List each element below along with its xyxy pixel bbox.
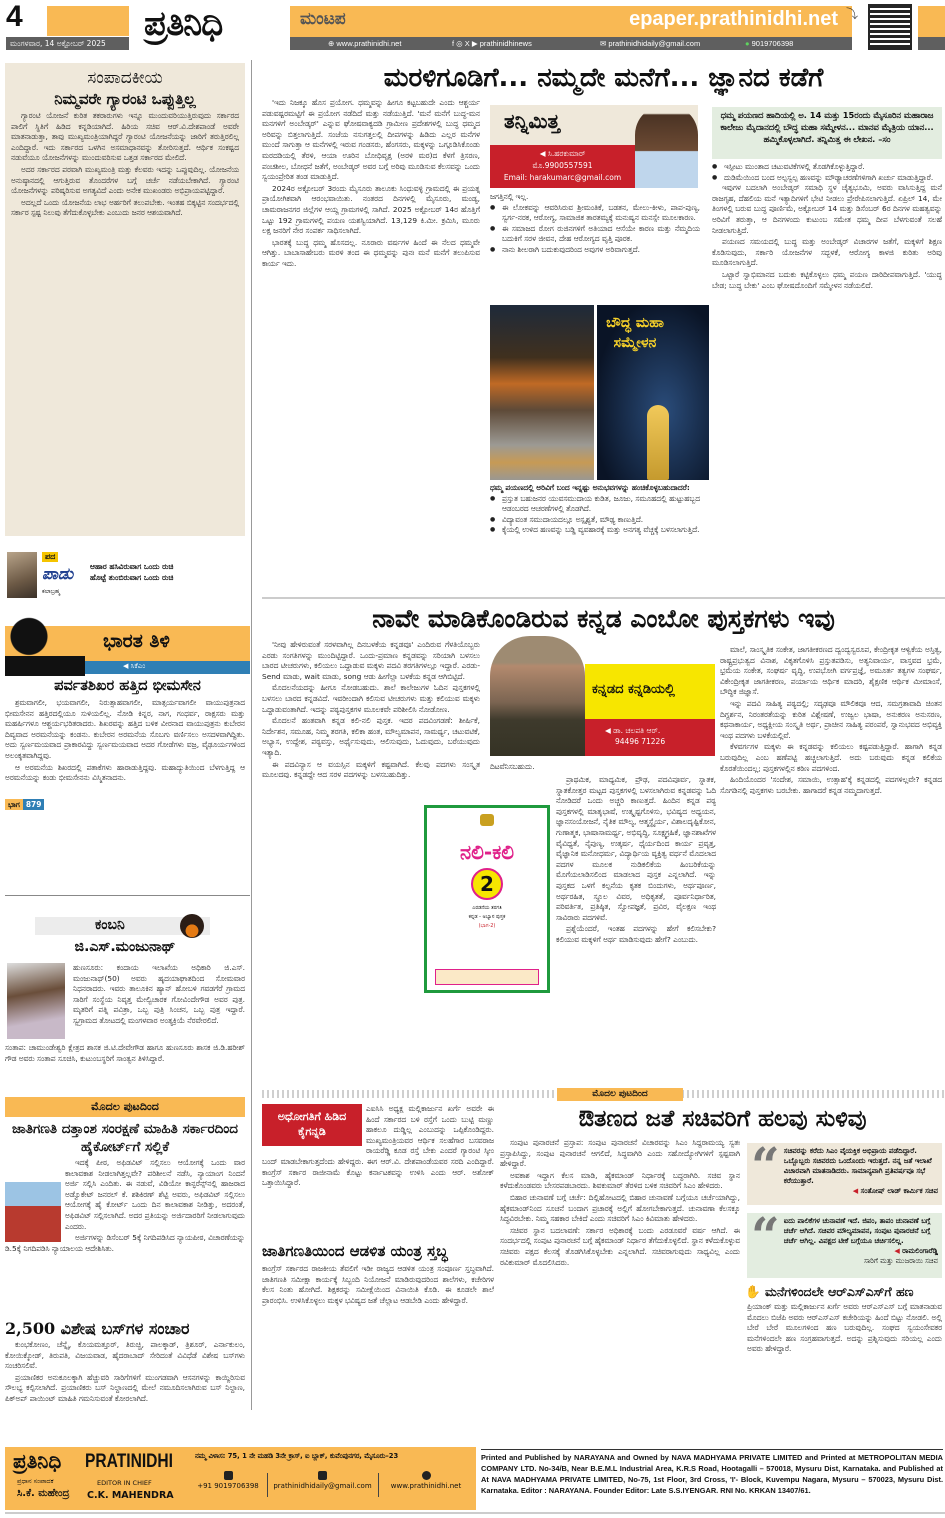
phone-icon [224,1471,233,1480]
chariot-silhouette-icon [5,610,85,676]
column-title: ತನ್ನಿಮಿತ್ತ [504,109,560,133]
pada-line-2: ಹೊಟ್ಟೆ ತುಂಬಿರುವಾಗ ಒಂದು ರುಚಿ [90,573,174,582]
brand-en: PRATINIDHI [85,1451,173,1472]
lamp-icon [180,914,204,938]
mail-icon: ✉ [600,39,609,48]
book-number: 2 [471,868,503,900]
editorial [5,63,245,536]
continued-banner: ಮೊದಲ ಪುಟದಿಂದ [5,1097,245,1117]
date: ಮಂಗಳವಾರ, 14 ಅಕ್ಟೋಬರ್ 2025 [10,39,106,48]
hand-icon: ✋ [745,1284,761,1299]
date-bar [6,37,129,50]
author-email[interactable]: Email: harakumarc@gmail.com [503,173,622,182]
corner-band [918,6,945,37]
author-name: ◀ ಡಾ. ಚಲಪತಿ ಆರ್. [605,726,661,735]
front-right-headline: ಔತಣದ ಜತೆ ಸಚಿವರಿಗೆ ಹಲವು ಸುಳಿವು [578,1106,867,1132]
front-left-body: ಇದಕ್ಕೆ ಪೀಠ, ಅಫಿಡವಿಟ್ ಸಲ್ಲಿಸಲು ಆಯೋಗಕ್ಕೆ ಒಂದು ವಾರ ಕಾಲಾವಕಾಶ ನೀಡಲಾಗಿತ್ತಲ್ಲವೇ? ಪರಿಶೀಲನೆ ನಡೆಸಿ, ನ್ಯಾಯಾಂಗ ನಿಂದನೆ ಅರ್ಜಿ ಸಲ್ಲಿಸಿ ಎಂದಿತು. ಈ ನಡುವೆ, ವಿಡಿಯೋ ಕಾನ್ಫರೆನ್ಸ್‌ನಲ್ಲಿ ಹಾಜರಾದ ಅಡ್ವೊಕೇಟ್ ಜನರಲ್ ಕೆ. ಶಶಿಕಿರಣ್ ಶೆಟ್ಟಿ ಅವರು, ಅಫಿಡವಿಟ್ ಸಲ್ಲಿಸಲು ಆಯೋಗಕ್ಕೆ ಹೈ ಕೋರ್ಟ್ ಒಂದು ದಿನ ಕಾಲಾವಕಾಶ ನೀಡಿತ್ತು, ಅದರಂತೆ, ಅಫಿಡವಿಟ್ ಸಲ್ಲಿಸಲಾಗಿದೆ. ಅದರ ಪ್ರತಿಯನ್ನು ಅರ್ಜಿದಾರರಿಗೆ ನೀಡಲಾಗುವುದು ಎಂದರು. ಅರ್ಜಿಗಳನ್ನು ಡಿಸೆಂಬರ್ 5ಕ್ಕೆ ನಿಗದಿಪಡಿಸಿದ ನ್ಯಾಯಪೀಠ, ವಿಚಾರಣೆಯನ್ನು ಡಿ.5ಕ್ಕೆ ನಿಗದಿಪಡಿಸಿ ನ್ಯಾಯಾಲಯ ಆದೇಶಿಸಿತು. [5,1158,245,1253]
obituary-title-bar [35,917,210,935]
lead-col-2a: ಜಗತ್ತಿನಲ್ಲಿ ಇಲ್ಲ. ● ಈ ಲೋಕವನ್ನು ಆವರಿಸಿರುವ ಶ್ರೀಮಂತಿಕೆ, ಬಡತನ, ಮೇಲು-ಕೀಳು, ಪಾಪ-ಪುಣ್ಯ, ಸ್ವರ್ಗ-ನರಕ, ಆರೋಗ್ಯ, ಸಾಮಾಜಿಕ ತಾರತಮ್ಯಕ್ಕೆ ಮನುಷ್ಯನ ಮನಸ್ಸೇ ಮೂಲಕಾರಣ. ● ಈ ಸಮಾಜದ ರೋಗ ರುಜಿನಗಳಿಗೆ ಅತಿಯಾದ ಆಸೆಯೇ ಕಾರಣ ಮತ್ತು ನೆಮ್ಮದಿಯ ಬದುಕಿಗೆ ಸರಳ ಜೀವನ, ದೇಹ ಆರೋಗ್ಯದ ವೃತ್ತಿ ಪೂರಕ. ● ನಾನು ಶೀಲರಾಗಿ ಬದುಕುವುದರಿಂದ ಅವುಗಳ ಅರಿವಾಗುತ್ತದೆ. [490,192,700,302]
author-band [490,145,635,188]
lead-col-3: ● ಇಸ್ಪೀಟು ಮುಂತಾದ ಚಟುವಟಿಕೆಗಳಲ್ಲಿ ತೊಡಗಿಕೊಳ್ಳುತ್ತಿದ್ದಾರೆ. ● ದುಡಿಮೆಯಿಂದ ಬಂದ ಅಲ್ಪಸ್ವಲ್ಪ ಹಣವನ್ನು ಮೌಢ್ಯಾಚರಣೆಗಳಿಗಾಗಿ ಖರ್ಚು ಮಾಡುತ್ತಿದ್ದಾರೆ. ಇವುಗಳ ಬದಲಾಗಿ ಅಂಬೇಡ್ಕರ್ ಸಮಾಧಿ ಸ್ಥಳ ಚೈತ್ಯಭೂಮಿ, ಅವರು ವಾಸಿಸುತ್ತಿದ್ದ ಮನೆ ರಾಜಗೃಹ, ದೆಹಲಿಯ ಮನೆ ಇತ್ಯಾದಿಗಳಿಗೆ ಭೇಟಿ ನೀಡಲು ಪ್ರೇರೇಪಿಸಲಾಗುತ್ತಿದೆ. ಏಪ್ರಿಲ್ 14, ಮೇ ತಿಂಗಳಲ್ಲಿ ಬರುವ ಬುದ್ಧ ಪೂರ್ಣಿಮೆ, ಅಕ್ಟೋಬರ್ 14 ಮತ್ತು ಡಿಸೆಂಬರ್ 6ರ ದಿನಗಳ ಮಹತ್ವವನ್ನು ಅರಿವಿಗೆ ತರುತ್ತಾ, ಆ ದಿನಗಳಂದು ಕುಟುಂಬ ಸಮೇತ ಧಮ್ಮ ದೀಪ ಬೆಳಗುವಂತೆ ಸಲಹೆ ನೀಡಲಾಗುತ್ತಿದೆ. ಪಯಣದ ಸಮಯದಲ್ಲಿ ಬುದ್ಧ ಮತ್ತು ಅಂಬೇಡ್ಕರ್ ವಿಚಾರಗಳ ಜತೆಗೆ, ಮಕ್ಕಳಿಗೆ ಶಿಕ್ಷಣ ಕೊಡಿಸುವುದು, ಸರ್ಕಾರಿ ಯೋಜನೆಗಳ ಸದ್ಬಳಕೆ, ಆರೋಗ್ಯ ಕಾಳಜಿ ಕುರಿತು ಅರಿವು ಮೂಡಿಸಲಾಗುತ್ತಿದೆ. ಒಟ್ಟಾರೆ ಸ್ವಾಭಿಮಾನದ ಬದುಕು ಕಟ್ಟಿಕೊಳ್ಳಲು ಧಮ್ಮ ಪಯಣ ದಾರಿದೀಪವಾಗುತ್ತಿದೆ. 'ಯುದ್ಧ ಬೇಡ; ಬುದ್ಧ ಬೇಕು' ಎಂಬ ಘೋಷದೊಂದಿಗೆ ಸಮ್ಮೇಳನ ನಡೆಯಲಿದೆ. [712,162,942,592]
book-sub: ಕನ್ನಡ - ಅಭ್ಯಾಸ ಪುಸ್ತಕ [468,914,506,920]
columnist-photo [490,636,585,756]
whatsapp-icon: ● [745,39,752,48]
phone-number[interactable]: ● 9019706398 [745,39,794,48]
intro-box: ಧಮ್ಮ ಪಯಣದ ಹಾದಿಯಲ್ಲಿ ಅ. 14 ಮತ್ತು 15ರಂದು ಮೈಸೂರಿನ ಮಹಾರಾಜ ಕಾಲೇಜು ಮೈದಾನದಲ್ಲಿ ಬೌದ್ಧ ಮಹಾ ಸಮ್ಮೇಳನ... ಮಾನವ ಮೈತ್ರಿಯ ಯಾನ... ಹಮ್ಮಿಕೊಳ್ಳಲಾಗಿದೆ. ತನ್ನಿಮಿತ್ತ ಈ ಲೇಖನ. –ಸಂ [712,107,942,159]
bus-headline: 2,500 ವಿಶೇಷ ಬಸ್‌ಗಳ ಸಂಚಾರ [5,1319,190,1338]
book-part: (ಭಾಗ-2) [478,923,496,929]
kannada-col-2: ಪ್ರಾಥಮಿಕ, ಮಾಧ್ಯಮಿಕ, ಪ್ರೌಢ, ಪದವಿಪೂರ್ವ, ಸ್ನಾತಕ, ಸ್ನಾತಕೋತ್ತರ ಮಟ್ಟದ ಪುಸ್ತಕಗಳಲ್ಲಿ ಬಳಸಲಾಗಿರುವ ಕನ್ನಡವನ್ನು ಓದಿ ನೋಡಿದರೆ ಒಂದು ಅಚ್ಚರಿ ಕಾಣುತ್ತದೆ. ಹಿಂದಿನ ಕನ್ನಡ ಪಠ್ಯ ಪುಸ್ತಕಗಳಲ್ಲಿ ಮಾತೃಭಾಷೆ, ಉತ್ಕೃಷ್ಟಗೊಳಿಸು, ಭವಿಷ್ಯದ ಅಧ್ಯಯನ, ಜ್ಞಾನಸಂಯೋಜನೆ, ನೈತಿಕ ಮೌಲ್ಯ, ಆತ್ಮಸ್ಥೈರ್ಯ, ವಿಶಾಲದೃಷ್ಟಿಕೋನ, ಗುಣಾತ್ಮಕ, ಭಾಷಾಸಾಮರ್ಥ್ಯ, ಅಭಿವೃದ್ಧಿ, ಸೂಕ್ಷ್ಮಗ್ರಹಿಕೆ, ಜ್ಞಾನಶಾಖೆಗಳ ವೈವಿಧ್ಯತೆ, ನೈಪುಣ್ಯ, ಉತ್ಕರ್ಷ, ಧೈರ್ಯದಿಂದ ಕಾರ್ಯ ಪ್ರವೃತ್ತ, ವೈಜ್ಞಾನಿಕ ಮನೋಧರ್ಮ, ವಿದ್ಯಾರ್ಥಿಯ ವ್ಯಕ್ತಿತ್ವ ವರ್ಧನೆ ಮೊದಲಾದ ಪದಗಳ ಮೂಲಕ ನುಡಿಕಲಿಕೆಯ ಹಿಂಬರಿಕೆಯನ್ನು ಮೊಗೆಯಲಾಡಿಸಲಿಂದ ಮಾಡಲಾದ ಪುಸ್ತಕ ಎನ್ನಲಾಗಿದೆ. ಇನ್ನು ಪುಸ್ತಕದ ಒಳಗೆ ಕಲ್ಪನೆಯ ಕೃತಕ ಬಿಂದುಗಳು, ಅರ್ಥಪೂರ್ಣ, ಅರ್ಥರಹಿತ, ಸ್ಥೂಲ ವಿವರ, ಅಧಿಕೃತತೆ, ಪೂರ್ವನಿರ್ಧಾರಿತ, ಪರಿವರ್ತಿತ, ಪ್ರತಿಷ್ಠಿತ, ಸ್ವೋಪಜ್ಞತೆ, ಪ್ರವಿರ, ವೈಲಕ್ಷಣ ಇಂಥ ಸಾವಿರಾರು ಪದಗಳಿವೆ. ಪ್ರಶ್ನೆಯೆಂದರೆ, ಇಂತಹ ಪದಗಳನ್ನು ಹೇಗೆ ಕಲಿಸಬೇಕು? ಕಲಿಯುವ ಮಕ್ಕಳಿಗೆ ಅರ್ಥ ಮಾಡಿಸುವುದು ಹೇಗೆ? ಎಂಬುದು. [556,775,716,944]
divider [5,895,250,896]
author-photo [7,552,37,598]
footer-web[interactable]: www.prathinidhi.net [381,1471,471,1490]
part-badge: ಭಾಗ 879 [5,800,44,810]
logo: ಪ್ರತಿನಿಧಿ [144,4,223,44]
bharata-title: ಭಾರತ ತಿಳಿ [103,630,170,652]
continued-banner-right: ಮೊದಲ ಪುಟದಿಂದ [557,1088,683,1101]
kannada-col-1: 'ನೀವು ಹೇಳಿರುವಂತೆ ಸರಳವಾಗಿಲ್ಲ ದಿನಬಳಕೆಯ ಕನ್ನಡವೂ' ಎಂದಿರುವ ಗೆಳತಿಯೊಬ್ಬರು ಎರಡು ಸಂಗತಿಗಳನ್ನು ಮುಂದಿಟ್ಟಿದ್ದಾರೆ. ಒಂದು-ಪ್ರಮಾಣ ಕನ್ನಡವನ್ನು ಸರಿಯಾಗಿ ಬಳಸಲು ಬಾರದ ಟೀಚರುಗಳು, ಕಲಿಯಲು ಒದ್ದಾಡುವ ಮಕ್ಕಳು ಪದವಿ ತರಗತಿಗಳಲ್ಲೂ ಇದ್ದಾರೆ. ಎರಡು-Send ಮಾಡು, wait ಮಾಡು, song ಆಡು ಹೀಗೆಲ್ಲಾ ಬಳಕೆಯ ಕನ್ನಡ ಆಗಿಬಿಟ್ಟಿದೆ. ಮೊದಲನೆಯದನ್ನು ಹೀಗೂ ನೋಡಬಹುದು. ಶಾಲೆ ಕಾಲೇಜುಗಳ ಓದಿನ ಪುಸ್ತಕಗಳಲ್ಲಿ ಬಳಸಲು ಬಾರದ ಕನ್ನಡವಿದೆ. ಇವರೀಂದಾಗಿ ಕಲಿಸುವ ಟೀಚರುಗಳು ಮತ್ತು ಕಲಿಯುವ ಮಕ್ಕಳು ಒದ್ದಾಡುವಂತಾಗಿದೆ. ಇದನ್ನು ಪಠ್ಯಪುಸ್ತಕಗಳ ಮೂಲಕವೇ ಪರಿಶೀಲಿಸಿ ನೋಡೋಣ. ಮೊದಲನೆ ಹಂತವಾಗಿ ಕನ್ನಡ ಕಲಿ-ನಲಿ ಪುಸ್ತಕ. ಇದರ ಪದವಿಂಗಡಣೆ: ಶೀರ್ಷಿಕೆ, ನಿರ್ದೇಶನ, ಸಮೂಹ, ನಿಮ್ಮ ತರಗತಿ, ಕಲಿಕಾ ಹಂತ, ಮೌಲ್ಯಮಾಪನ, ಸಾಮರ್ಥ್ಯ, ಚಟುವಟಿಕೆ, ಅಭ್ಯಾಸ, ಉದ್ದೇಶ, ಪಠ್ಯವಸ್ತು, ಅರ್ಥೈಸುವುದು, ಆಲಿಸುವುದು, ಓದುವುದು, ಬರೆಯುವುದು ಇತ್ಯಾದಿ. ಈ ಪದವಿನ್ಯಾಸ ಆ ವಯಸ್ಸಿನ ಮಕ್ಕಳಿಗೆ ಕಷ್ಟವಾಗಿದೆ. ಕೆಲವು ಪದಗಳು ಸಂಸ್ಕೃತ ಮೂಲದವು. ಕನ್ನಡದ್ದೇ ಆದ ಸರಳ ಪದಗಳನ್ನು ಬಳಸಬಹುದಿತ್ತು. [262,640,480,780]
columnist-box [490,636,715,756]
contact-bar [290,37,852,50]
footer-logo: ಪ್ರತಿನಿಧಿ [13,1449,62,1473]
bottom-rule [5,1512,945,1514]
imprint-accent [470,1447,476,1510]
globe-icon [422,1471,431,1480]
lead-headline: ಮರಳಿಗೂಡಿಗೆ... ನಮ್ಮದೇ ಮನೆಗೆ... ಜ್ಞಾನದ ಕಡೆಗೆ [383,63,824,93]
quote-role: ಸಾರಿಗೆ ಮತ್ತು ಮುಜರಾಯಿ ಸಚಿವ [863,1257,938,1265]
pada-line-1: ಆಹಾರ ಹಸಿವಿರುವಾಗ ಒಂದು ರುಚಿ [90,562,174,571]
page-number: 4 [6,0,23,33]
footer-divider [267,1473,268,1497]
social-icons: f ◎ X ▶ [452,39,480,48]
editorial-body: ಗ್ಯಾರಂಟಿ ಯೋಜನೆ ಕುರಿತ ತಕರಾರುಗಳು ಇನ್ನೂ ಮುಂದುವರಿಯುತ್ತಿರುವುದು ಸರ್ಕಾರದ ಪಾಲಿಗೆ ಸ್ಥಿತಿಗೆ ಹಿಡಿದ ಕನ್ನಡಿಯಾಗಿದೆ. ಹಿರಿಯ ಸಚಿವ ಆರ್.ವಿ.ದೇಶಪಾಂಡೆ ಅವರೇ ಮಾತನಾಡುತ್ತಾ, ತಾವು ಮುಖ್ಯಮಂತ್ರಿಯಾಗಿದ್ದರೆ ಗ್ಯಾರಂಟಿ ಯೋಜನೆಯನ್ನು ಜಾರಿಗೆ ತರುತ್ತಿರಲಿಲ್ಲ ಎಂದಿದ್ದಾರೆ. ಇದು ಸರ್ಕಾರದ ಒಳಗಿನ ಅಸಮಾಧಾನವನ್ನು ತೋರಿಸುತ್ತದೆ. ಆರ್ಥಿಕ ಸಂಕಷ್ಟದ ನಡುವೆಯೂ ಯೋಜನೆಗಳನ್ನು ಮುಂದುವರಿಸುವ ಒತ್ತಡ ಸರ್ಕಾರದ ಮೇಲಿದೆ. ಅದರ ಸರ್ಕಾರದ ಪರವಾಗಿ ಮುಖ್ಯಮಂತ್ರಿ ಮತ್ತು ಕೆಲವರು ಇದನ್ನು ಒಪ್ಪುವುದಿಲ್ಲ. ಯೋಜನೆಯ ಅನುಷ್ಠಾನದಲ್ಲಿ ಆಗುತ್ತಿರುವ ತೊಂದರೆಗಳ ಬಗ್ಗೆ ಚರ್ಚೆ ನಡೆಯಬೇಕಾಗಿದೆ. ಗ್ಯಾರಂಟಿ ಯೋಜನೆಗಳನ್ನು ಪರಿಷ್ಕರಿಸುವ ಅಗತ್ಯವಿದೆ ಎಂದು ಅನೇಕ ಮುಖಂಡರು ಅಭಿಪ್ರಾಯಪಟ್ಟಿದ್ದಾರೆ. ಅದಲ್ಲದೆ ಒಂದು ಯೋಜನೆಯ ಲಾಭ ಅರ್ಹರಿಗೆ ತಲುಪಬೇಕು. ಇಂತಹ ಬಿಕ್ಕಟ್ಟಿನ ಸಂದರ್ಭದಲ್ಲಿ ಸರ್ಕಾರ ಸ್ಪಷ್ಟ ನಿಲುವು ತೆಗೆದುಕೊಳ್ಳಬೇಕು ಎಂಬುದು ಜನರ ಆಶಯವಾಗಿದೆ. [11,111,239,218]
column-divider [251,60,252,1410]
cartoon-box: ಅಧೋಗತಿಗೆ ಹಿಡಿದ ಕೈಗನ್ನಡಿ [262,1104,362,1146]
author-name: ◀ ಸಿ.ಹರಕುಮಾರ್ [539,149,586,158]
footer-band [5,1447,473,1510]
author-phone: ಮೊ.9900557591 [532,161,593,170]
book-footer [435,969,539,985]
quote-box-2: “ ಐದು ಪಾಲಿಕೆಗಳ ಚುನಾವಣೆ ಇದೆ. ಜಿಪಂ, ತಾಪಂ ಚುನಾವಣೆ ಬಗ್ಗೆ ಚರ್ಚೆ ಆಗಿದೆ. ಸಚಿವರ ಮೌಲ್ಯಮಾಪನ, ಸಂಪುಟ ಪುನಾರಚನೆ ಬಗ್ಗೆ ಚರ್ಚೆ ಆಗಿಲ್ಲ. ವಿಪಕ್ಷದ ಟೀಕೆ ಬಗ್ಗೆಯೂ ಚರ್ಚಿಸಲಿಲ್ಲ. ◀ ರಾಮಲಿಂಗಾರೆಡ್ಡಿ ಸಾರಿಗೆ ಮತ್ತು ಮುಜರಾಯಿ ಸಚಿವ [747,1213,942,1278]
social-handle[interactable]: f ◎ X ▶ prathinidhinews [452,39,532,48]
editorial-kicker: ಸಂಪಾದಕೀಯ [87,68,163,88]
imprint: Printed and Published by NARAYANA and Owned by NAVA MADHYAMA PRIVATE LIMITED and Printed at METROPOLITAN MEDIA COMPANY LTD. No-34/B, Near B.E.M.L Industrial Area, K.R.S Road, Hootagalli – 570018, Mysuru Dist, Karnataka. and Published at At NAVA MADHYAMA PRIVATE LIMITED, No-75, 1st Floor, 3rd Cross, 'I'- Block, Kuvempu Nagara, Mysuru – 570023, Mysuru Dist. Karnataka. Editor : NARAYANA. Founder Editor: Late S.S.IYENGAR. RNI No. KRKAN 13407/61. [481,1449,943,1509]
tannimitta-box [490,105,698,188]
quote-author: ◀ ರಾಮಲಿಂಗಾರೆಡ್ಡಿ [894,1247,938,1255]
pada-column [5,550,245,600]
email-link[interactable]: ✉ prathinidhidaily@gmail.com [600,39,701,48]
pada-author: ಕಲಾಬ್ರಹ್ಮ [42,588,61,595]
kannada-col-3: ಮಾಲೆ, ಸಾಂಸ್ಕೃತಿಕ ಸಂಕೇತ, ಜಾಗತೀಕರಣದ ದ್ವಂದ್ವಸ್ವರೂಪ, ಕೇಂದ್ರೀಕೃತ ಆಳ್ವಿಕೆಯ ಅಸ್ತಿತ್ವ, ರಾಷ್ಟ್ರಪ್ರಭುತ್ವದ ವಿನಾಶ, ವಿಕೃತಗೊಳಿಸಿ ಪ್ರಸ್ತುತಪಡಿಸು, ಅತ್ಯನಿವಾರ್ಯ, ವಾಸ್ತವದ ಭ್ರಮೆ, ಭ್ರಮೆಯ ಸಂಕೇತ, ಸಂಘರ್ಷ ವೃದ್ಧಿ, ಉಪಭೋಗಿ ವರ್ಗಪ್ರಜ್ಞೆ, ಅಮೂರ್ತ ತತ್ವಗಳ ಸಂಘರ್ಷ, ವಿಕೇಂದ್ರೀಕೃತ ಜಾಗತೀಕರಣ, ಪರ್ಯಾಯ ಆರ್ಥಿಕ ಮಾದರಿ, ಶೈಕ್ಷಣಿಕ ಆರ್ಥಿಕ ಮೀಮಾಂಸೆ, ಬೌದ್ಧಿಕ ಜಿಜ್ಞಾಸೆ. ಇನ್ನು ಪದವಿ ಸಾಹಿತ್ಯ ಪಠ್ಯದಲ್ಲಿ; ಸದೃಢವೂ ಮೌಲಿಕವೂ ಆದ, ಸಮಗ್ರತಾವಾದಿ ಚಿಂತನ ದಿಗ್ದರ್ಶನ, ನಿರಂತರತೆಯನ್ನು ಕುರಿತ ವಿಶ್ಲೇಷಣೆ, ಉಜ್ವಲ ಭಾಷಾ, ಅನುಕರಣ ಅನುಸರಣ, ಕಥನಾಕಾರ್ಯ, ಅಧ್ಯಕ್ಷೀಯ ಸಂಸ್ಕೃತಿ ಅರ್ಥ, ಪ್ರಾಚೀನ ಸಾಹಿತ್ಯ ಪರಂಪರೆ, ಸ್ವಾನುಭವದ ಅಭಿವ್ಯಕ್ತಿ ಇಂಥ ಪದಗಳು ಬಳಕೆಯಲ್ಲಿವೆ. ಕೆಳವರ್ಗಗಳ ಮಕ್ಕಳು ಈ ಕನ್ನಡವನ್ನು ಕಲಿಯಲು ಕಷ್ಟಪಡುತ್ತಿದ್ದಾರೆ. ಹಾಗಾಗಿ ಕನ್ನಡ ಬರುವುದಿಲ್ಲ ಎಂಬ ಹಣೆಪಟ್ಟಿ ಹಚ್ಚಲಾಗುತ್ತಿದೆ. ಅದು ಬರುವುದು ಕನ್ನಡ ಕಲಿಕೆಯ ಕೊರತೆಯಿಂದಲ್ಲ; ಪುಸ್ತಕಗಳಲ್ಲಿನ ಕಠಿಣ ಪದಗಳಿಂದ. ಹಿಂದಿಯೊಂದರ 'ಸಂದೇಶ, ಸಮಾಯಿ, ಉತ್ಸಾಹ'ಕ್ಕೆ ಕನ್ನಡದಲ್ಲಿ ಪದಗಳಿಲ್ಲವೇ? ಕನ್ನಡದ ಸೊಗಡಿನಲ್ಲಿ ಪುಸ್ತಕಗಳು ಬರಬೇಕು. ಹಾಗಾದರೆ ಕನ್ನಡ ನಮ್ಮದಾಗುತ್ತದೆ. [720,645,942,795]
globe-icon: ⊕ [328,39,337,48]
high-court-photo [5,1182,61,1242]
divider [262,597,945,599]
caste-census-body: ಕಾಂಗ್ರೆಸ್ ಸರ್ಕಾರದ ರಾಜಕೀಯ ತೆವಲಿಗೆ ಇಡೀ ರಾಜ್ಯದ ಆಡಳಿತ ಯಂತ್ರ ಸಂಪೂರ್ಣ ಸ್ತಬ್ಧವಾಗಿದೆ. ಜಾತಿಗಣತಿ ಸಮೀಕ್ಷಾ ಕಾರ್ಯಕ್ಕೆ ಸಿಬ್ಬಂದಿ ನಿಯೋಜನೆ ಮಾಡಿರುವುದರಿಂದ ಶಾಲೆಗಳು, ಕಚೇರಿಗಳ ಕೆಲಸ ನಿಂತು ಹೋಗಿದೆ. ಶಿಕ್ಷಕರನ್ನು ಸಮೀಕ್ಷೆಯಿಂದ ವಿನಾಯಿತಿ ಕೊಡಿ. ಈ ಕೂಡಲೇ ಶಾಲೆ ಪ್ರಾರಂಭಿಸಿ. ಉಳಿಸಿಕೊಳ್ಳಲು ಮಕ್ಕಳ ಭವಿಷ್ಯದ ಜತೆ ಚೆಲ್ಲಾಟ ಆಡಬೇಡಿ ಎಂದು ಹೇಳಿದ್ದಾರೆ. [262,1264,494,1305]
footer-phone[interactable]: +91 9019706398 [193,1471,263,1490]
lead-col-2b: ಧಮ್ಮ ಪಯಣದಲ್ಲಿ ಅರಿವಿಗೆ ಬಂದ ಇನ್ನಷ್ಟು ಅನುಭವಗಳನ್ನು ಹಂಚಿಕೊಳ್ಳಬಹುದಾದರೆ: ● ಪ್ರಸ್ತುತ ಬಹುಜನರ ಯುವಸಮುದಾಯ ಕುಡಿತ, ಜೂಜು, ಸಮೂಹದಲ್ಲಿ ಹುಟ್ಟುಹಬ್ಬದ ಆಡಂಬರದ ಆಚರಣೆಗಳಲ್ಲಿ ತೊಡಗಿದೆ. ● ವಿದ್ಯಾವಂತ ಸಮುದಾಯದಲ್ಲೂ ಅಸ್ಪೃಶ್ಯತೆ, ಮೌಢ್ಯ ಕಾಣುತ್ತಿದೆ. ● ಕೈಯಲ್ಲಿ ಉಳಿದ ಹಣವನ್ನು ಬಡ್ಡಿ ವ್ಯವಹಾರಕ್ಕೆ ಮತ್ತು ಅನಗತ್ಯ ವೆಚ್ಚಕ್ಕೆ ಬಳಸಲಾಗುತ್ತಿದೆ. [490,483,700,591]
rss-body: ಪ್ರಿಯಾಂಕ್ ಮತ್ತು ಮಲ್ಲಿಕಾರ್ಜುನ ಖರ್ಗೆ ಅವರು ಆರ್‌ಎಸ್‌ಎಸ್ ಬಗ್ಗೆ ಮಾತನಾಡುವ ಮೊದಲು ಬಿಜೆಪಿ ಅವರು ಆರ್‌ಎಸ್‌ಎಸ್ ಕಚೇರಿಯನ್ನು ಹಿಂದೆ ಬಿಟ್ಟು ನೋಡಲಿ. ಅಲ್ಲಿ ಬೇರೆ ಬೇರೆ ಮೂಲಗಳಿಂದ ಹಣ ಬರುವುದಿಲ್ಲ. ಸಂಘದ ಸ್ವಯಂಸೇವಕರ ಮನೆಗಳಿಂದಲೇ ಹಣ ಸಂಗ್ರಹವಾಗುತ್ತದೆ. ಅದನ್ನು ಪ್ರಶ್ನಿಸುವುದು ಸರಿಯಲ್ಲ ಎಂದು ಅವರು ಹೇಳಿದ್ದಾರೆ. [747,1302,942,1354]
author-photo [635,105,698,188]
pada-label: ಪದ [42,552,58,562]
candle-march-photo [490,305,594,480]
bharata-banner [5,610,250,676]
spacer [262,1104,366,1148]
footer-divider [378,1473,379,1497]
arrow-icon: ⤵ [846,7,859,21]
quote-icon: “ [751,1136,780,1195]
obituary-title: ಕಂಬನಿ [95,917,125,933]
editor-kn: ಸಿ.ಕೆ. ಮಹೇಂದ್ರ [17,1488,70,1499]
conference-poster [597,305,709,480]
front-left-headline: ಜಾತಿಗಣತಿ ದತ್ತಾಂಶ ಸಂರಕ್ಷಣೆ ಮಾಹಿತಿ ಸರ್ಕಾರದಿಂದ ಹೈಕೋರ್ಟ್‌ಗೆ ಸಲ್ಲಿಕೆ [11,1121,239,1155]
emblem-icon [480,814,494,826]
cartoon-corner-body: ಎಐಸಿಸಿ ಅಧ್ಯಕ್ಷ ಮಲ್ಲಿಕಾರ್ಜುನ ಖರ್ಗೆ ಅವರೇ ಈ ಹಿಂದೆ ಸರ್ಕಾರದ ಬಳಿ ರಸ್ತೆಗೆ ಒಂದು ಬುಟ್ಟಿ ಮಣ್ಣು ಹಾಕಲೂ ದುಡ್ಡಿಲ್ಲ ಎಂಬುದನ್ನು ಒಪ್ಪಿಕೊಂಡಿದ್ದರು. ಮುಖ್ಯಮಂತ್ರಿಯವರ ಆರ್ಥಿಕ ಸಲಹೆಗಾರ ಬಸವರಾಜ ರಾಯರೆಡ್ಡಿ ಕೂಡ ರಸ್ತೆ ಬೇಕು ಎಂದರೆ ಗ್ಯಾರಂಟಿ ಸ್ಕೀಂ ಬಂದ್ ಮಾಡಬೇಕಾಗುತ್ತದೆಂದು ಹೇಳಿದ್ದರು. ಈಗ ಆರ್.ವಿ. ದೇಶಪಾಂಡೆಯವರ ಸರದಿ ಎಂದಿದ್ದಾರೆ. ಕಾಂಗ್ರೆಸ್ ಸರ್ಕಾರ ರಾಜೀನಾಮೆ ಕೊಟ್ಟು ಕರ್ನಾಟಕವನ್ನು ಉಳಿಸಿ ಎಂದು ಆರ್. ಅಶೋಕ್ ಒತ್ತಾಯಿಸಿದ್ದಾರೆ. [262,1104,494,1188]
banner-blue [80,661,250,674]
ashoka-pillar-icon [647,405,669,480]
website-link[interactable]: ⊕ www.prathinidhi.net [328,39,402,48]
masthead [0,0,945,56]
kannada-headline: ನಾವೇ ಮಾಡಿಕೊಂಡಿರುವ ಕನ್ನಡ ಎಂಬೋ ಪುಸ್ತಕಗಳು ಇವು [372,604,835,633]
footer-email[interactable]: prathinidhidaily@gmail.com [270,1471,375,1490]
caste-census-headline: ಜಾತಿಗಣತಿಯಿಂದ ಆಡಳಿತ ಯಂತ್ರ ಸ್ತಬ್ಧ [262,1242,448,1260]
mail-icon [318,1471,327,1480]
editor-en: C.K. MAHENDRA [87,1490,174,1501]
lead-col-1: 'ಇದು ನಿಜಕ್ಕೂ ಹೊಸ ಪ್ರಯೋಗ. ಧಮ್ಮವನ್ನು ಹೀಗೂ ಕಟ್ಟಬಹುದೇ ಎಂದು ಆಶ್ಚರ್ಯ ಪಡುವಷ್ಟರಮಟ್ಟಿಗೆ ಈ ಪ್ರಯೋಗ ನಡೆದಿದೆ ಮತ್ತು ನಡೆಯುತ್ತಿದೆ. 'ಮನೆ ಮನೆಗೆ ಬುದ್ಧ-ಮನ ಮನಗಳಿಗೆ ಅಂಬೇಡ್ಕರ್' ಎನ್ನುವ ಘೋಷವಾಕ್ಯದಡಿ ಗ್ರಾಮೀಣ ಪ್ರದೇಶಗಳಲ್ಲಿ ಬುದ್ಧ ಧಮ್ಮದ ಅರಿವನ್ನು ಬಿತ್ತಲಾಗುತ್ತಿದೆ. ಸಂಜೆಯ ನಸುಗತ್ತಲಲ್ಲಿ ದೀಪಗಳನ್ನು ಹಿಡಿದು ಎಲ್ಲರ ಮನೆಗಳ ಮುಂದೆ ಸಾಗುತ್ತಾ ಆ ಮನೆಗಳಲ್ಲಿ ಇರುವ ಗಂಡಸರು, ಹೆಂಗಸರು, ಮಕ್ಕಳನ್ನು ಒಗ್ಗೂಡಿಸಿಕೊಂಡು ಮರದಡಿಯಲ್ಲಿ ತೆರಳಿ, ಆಯಾ ಊರಿನ ಬೋಧಿವೃಕ್ಷ (ಅರಳಿ ಮರ)ದ ಕೆಳಗೆ ತ್ರಿಸರಣ, ಪಂಚಶೀಲ, ಬೋಧನೆ ಜತೆಗೆ, ಅಂಬೇಡ್ಕರ್ ಅವರ ಬಗ್ಗೆ ಅರಿವು ಮೂಡಿಸುವ ಕೆಲಸವನ್ನು ಒಂದು ಸ್ವಯಂಪ್ರೇರಿತ ತಂಡ ಮಾಡುತ್ತಿದೆ. 2024ರ ಅಕ್ಟೋಬರ್ 3ರಂದು ಮೈಸೂರು ತಾಲೂಕು ಸಿಂಧುವಳ್ಳಿ ಗ್ರಾಮದಲ್ಲಿ ಈ ಪ್ರಯತ್ನ ಪ್ರಾಯೋಗಿಕವಾಗಿ ಆರಂಭವಾಯಿತು. ನಂತರದ ದಿನಗಳಲ್ಲಿ ಮೈಸೂರು, ಮಂಡ್ಯ, ಚಾಮರಾಜನಗರ ಜಿಲ್ಲೆಗಳ ಆಯ್ದ ಗ್ರಾಮಗಳಲ್ಲಿ ಸಾಗಿದೆ. 2025 ಅಕ್ಟೋಬರ್ 14ರ ಹೊತ್ತಿಗೆ ಒಟ್ಟು 192 ಗ್ರಾಮಗಳಲ್ಲಿ ಪಯಣ ಯಶಸ್ವಿಯಾಗಿದೆ. 13,129 ಕಿ.ಮೀ. ಕ್ರಮಿಸಿ, ಮೂರು ಲಕ್ಷ ಜನರಿಗೆ ನೇರ ಸಂಪರ್ಕ ಸಾಧಿಸಲಾಗಿದೆ. ಭಾರತಕ್ಕೆ ಬುದ್ಧ ಧಮ್ಮ ಹೊಸದಲ್ಲ. ನೂರಾರು ವರ್ಷಗಳ ಹಿಂದೆ ಈ ನೆಲದ ಧಮ್ಮವೇ ಆಗಿತ್ತು. ಬಾಬಾಸಾಹೇಬರು ಮರಳಿ ತಂದ ಈ ಧಮ್ಮವನ್ನು ಪುನಃ ಮನೆ ಮನೆಗೆ ತಲುಪಿಸುವ ಕಾರ್ಯ ಇದು. [262,98,480,268]
epaper-link[interactable]: epaper.prathinidhi.net [629,8,838,30]
rss-headline: ✋ ಮನೆಗಳಿಂದಲೇ ಆರ್‌ಎಸ್‌ಎಸ್‌ಗೆ ಹಣ [745,1284,914,1299]
textbook-cover [424,805,550,993]
bus-story [5,1318,245,1414]
book-class: ಎರಡನೆಯ ತರಗತಿ [472,905,502,911]
editor-label-kn: ಪ್ರಧಾನ ಸಂಪಾದಕ [17,1477,54,1485]
footer-address: ನಮ್ಮ ವಿಳಾಸ: 75, 1 ನೇ ಮಹಡಿ 3ನೇ ಕ್ರಾಸ್, ಐ ಬ್ಲಾಕ್, ಕುವೆಂಪುನಗರ, ಮೈಸೂರು–23 [195,1452,399,1460]
front-page-left [5,1097,245,1318]
pada-logo: ಪಾಡು [42,564,74,583]
editor-label-en: EDITOR IN CHIEF [97,1479,152,1487]
author-phone: 94496 71226 [615,737,666,746]
obituary-body: ಹುಣಸೂರು: ಕಂದಾಯ ಇಲಾಖೆಯ ಅಧಿಕಾರಿ ಜಿ.ಎಸ್. ಮಂಜುನಾಥ್(50) ಅವರು ಹೃದಯಾಘಾತದಿಂದ ಸೋಮವಾರ ನಿಧನರಾದರು. ಇವರು ತಾಲೂಕಿನ ಹ್ಯಾನ್ ಹೋಬಳಿ ಗವಡಗೆರೆ ಗ್ರಾಮದ ಸಾರಿಗೆ ಸಂಸ್ಥೆಯ ನಿವೃತ್ತ ಮೇಲ್ವಿಚಾರಕ ಗೋವಿಂದೇಗೌಡ ಅವರ ಪುತ್ರ. ಮೃತರಿಗೆ ಪತ್ನಿ ಪವಿತ್ರಾ, ಒಬ್ಬ ಪುತ್ರಿ ಸಿಂಚನ, ಒಬ್ಬ ಪುತ್ರ ಇದ್ದಾರೆ. ಸ್ವಗ್ರಾಮದ ತೋಟದಲ್ಲಿ ಮಂಗಳವಾರ ಅಂತ್ಯಕ್ರಿಯೆ ನೆರವೇರಲಿದೆ. [73,963,245,1025]
obituary-name: ಜಿ.ಎಸ್.ಮಂಜುನಾಥ್ [74,939,176,955]
bharata-headline: ಪರ್ವತಶಿಖರ ಹತ್ತಿದ ಭೀಮಸೇನ [54,678,201,694]
author-band [585,719,715,756]
qr-code[interactable] [868,4,912,50]
date-band [47,6,129,36]
obituary-photo [7,963,65,1039]
quote-author: ◀ ಸಂತೋಷ್ ಲಾಡ್ ಕಾರ್ಮಿಕ ಸಚಿವ [852,1187,938,1195]
editorial-headline: ನಿಮ್ಮವರೇ ಗ್ಯಾರಂಟಿ ಒಪ್ಪುತ್ತಿಲ್ಲ [54,90,196,108]
obituary-condolence: ಸಂತಾಪ: ಚಾಮುಂಡೇಶ್ವರಿ ಕ್ಷೇತ್ರದ ಶಾಸಕ ಜಿ.ಟಿ.ದೇವೇಗೌಡ ಹಾಗೂ ಹುಣಸೂರು ಶಾಸಕ ಜಿ.ಡಿ.ಹರೀಶ್ ಗೌಡ ಅವರು ಸಂತಾಪ ಸೂಚಿಸಿ, ಕುಟುಂಬಸ್ಥರಿಗೆ ಸಾಂತ್ವನ ತಿಳಿಸಿದ್ದಾರೆ. [5,1043,245,1063]
bus-body: ಕುಂಭಕೋಣಂ, ಚೆನ್ನೈ, ಕೊಯಮತ್ತೂರ್, ತಿರುಚ್ಚಿ, ಪಾಲಕ್ಕಾಡ್, ತ್ರಿಶೂರ್, ಎರ್ನಾಕುಲಂ, ಕೋಯಿಕ್ಕೋಡ್, ತಿರುಪತಿ, ವಿಜಯವಾಡ, ಹೈದರಾಬಾದ್ ಸೇರಿದಂತೆ ವಿವಿಧೆಡೆ ವಿಶೇಷ ಬಸ್‌ಗಳು ಸಂಚರಿಸಲಿವೆ. ಪ್ರಯಾಣಿಕರ ಅನುಕೂಲಕ್ಕಾಗಿ ಹೆಚ್ಚುವರಿ ಸಾರಿಗೆಗಳಿಗೆ ಮುಂಗಡವಾಗಿ ಆಸನಗಳನ್ನು ಕಾಯ್ದಿರಿಸುವ ಸೌಲಭ್ಯ ಕಲ್ಪಿಸಲಾಗಿದೆ. ಪ್ರಯಾಣಿಕರು ಬಸ್ ನಿಲ್ದಾಣದಲ್ಲಿ ಮೇಲೆ ನಮೂದಿಸಲಾಗಿರುವ ಬಸ್ ನಿಲ್ದಾಣ, ಪಿಕ್‌ಅಪ್ ಪಾಯಿಂಟ್ ಮಾಹಿತಿ ಗಮನಿಸುವಂತೆ ಕೋರಲಾಗಿದೆ. [5,1340,245,1403]
bharata-body: ಶ್ರಮವಾಗಲೀ, ಭಯವಾಗಲೀ, ನಿರುತ್ಸಾಹವಾಗಲೀ, ಮಾತ್ಸರ್ಯವಾಗಲೀ ವಾಯುಪುತ್ರನಾದ ಭೀಮಸೇನನ ಹತ್ತಿರದಲ್ಲಿಯೂ ಸುಳಿಯಲಿಲ್ಲ. ನೋಡಿ ಕಿನ್ನರ, ನಾಗ, ಗಂಧರ್ವ, ರಾಕ್ಷಸರು ಮತ್ತು ಮಹರ್ಷಿಗಳೂ ಆಶ್ಚರ್ಯಭರಿತರಾದರು. ಶಿಖರವನ್ನು ಹತ್ತಿದ ಬಳಿಕ ವೀರನಾದ ವಾಯುಪುತ್ರನು ಕುಬೇರನ ದಿವ್ಯವಾದ ಅರಮನೆಯನ್ನು ಕಂಡನು. ಕುಬೇರನ ಅರಮನೆಯ ಸೊಬಗು ವರ್ಣಿಸಲು ಅಸದಳವಾಗಿದ್ದಿತು. ಅದು ಸ್ವರ್ಣಮಯವಾದ ಪ್ರಾಕಾರವಿದ್ದು ಸ್ವರ್ಣಮಯವಾದ ಅದರ ಗೋಡೆಗಳು ವಜ್ರ, ವೈಢೂರ್ಯಗಳಿಂದ ಅಲಂಕೃತವಾಗಿದ್ದವು. ಆ ಅರಮನೆಯ ಶಿಖರದಲ್ಲಿ ಪತಾಕೆಗಳು ಹಾರಾಡುತ್ತಿದ್ದವು. ಮಹಾದ್ಯುತಿಯಿಂದ ಬೆಳಗುತ್ತಿದ್ದ ಆ ಅರಮನೆಯನ್ನು ಕಂಡು ಭೀಮಸೇನನು ವಿಸ್ಮಿತನಾದನು. [5,698,245,783]
section-band [290,6,852,37]
front-right-col-1: ಸಂಪುಟ ಪುನಾರಚನೆ ಪ್ರಸ್ತಾಪ: ಸಂಪುಟ ಪುನಾರಚನೆ ವಿಚಾರವನ್ನು ಸಿಎಂ ಸಿದ್ದರಾಮಯ್ಯ ಸ್ವತಃ ಪ್ರಸ್ತಾಪಿಸಿದ್ದು, ಸಂಪುಟ ಪುನಾರಚನೆ ಆಗಲಿದೆ, ಸಿದ್ಧವಾಗಿರಿ ಎಂದು ಸಹೋದ್ಯೋಗಿಗಳಿಗೆ ಸ್ಪಷ್ಟವಾಗಿ ಹೇಳಿದ್ದಾರೆ. ಅವಕಾಶ ಇದ್ದಾಗ ಕೆಲಸ ಮಾಡಿ, ಹೈಕಮಾಂಡ್ ನಿರ್ಧಾರಕ್ಕೆ ಬದ್ಧರಾಗಿರಿ. ಸಚಿವ ಸ್ಥಾನ ಕಳೆದುಕೊಂಡವರು ಬೇಸರಪಡಬಾರದು. ಶಿವಕುಮಾರ್ ತೆರಳಿದ ಬಳಿಕ ಸಚಿವರಿಗೆ ಸಿಎಂ ಹೇಳಿದರು. ಬಿಹಾರ ಚುನಾವಣೆ ಬಗ್ಗೆ ಚರ್ಚೆ: ದಿಲ್ಲಿಹೋಟದಲ್ಲಿ ಬಿಹಾರ ಚುನಾವಣೆ ಬಗ್ಗೆಯೂ ಚರ್ಚೆಯಾಗಿದ್ದು, ಹೈಕಮಾಂಡ್‌ನಿಂದ ಸೂಚನೆ ಬಂದಾಗ ಪ್ರಚಾರಕ್ಕೆ ಅಲ್ಲಿಗೆ ಹೋಗಬೇಕಾಗುತ್ತದೆ. ಚುನಾವಣಾ ಕೆಲಸಕ್ಕೂ ಸಿದ್ಧವಿರಬೇಕು. ನಿಮ್ಮ ಸಹಕಾರ ಬೇಕಿದೆ ಎಂದು ಸಚಿವರಿಗೆ ಸಿಎಂ ಕಿವಿಮಾತು ಹೇಳಿದರು. ಸಚಿವರ ಸ್ಥಾನ ಬದಲಾವಣೆ: ಸರ್ಕಾರ ಅಧಿಕಾರಕ್ಕೆ ಬಂದು ಎರಡೂವರೆ ವರ್ಷ ಆಗಿದೆ. ಈ ಸಂದರ್ಭದಲ್ಲಿ ಸಂಪುಟ ಪುನಾರಚನೆ ಬಗ್ಗೆ ಹೈಕಮಾಂಡ್ ನಿರ್ಧಾರ ತೆಗೆದುಕೊಳ್ಳಲಿದೆ. ಸ್ಥಾನ ಕಳೆದುಕೊಳ್ಳುವ ಸಚಿವರು ಪಕ್ಷದ ಕೆಲಸಕ್ಕೆ ತೊಡಗಿಸಿಕೊಳ್ಳಬೇಕು ಎನ್ನಲಾಗಿದೆ. ಸಚಿವರಾಗುವುದು ಸಾಧ್ಯವಿಲ್ಲ ಎಂದು ರವಿಕುಮಾರ್ ಮೊದಲಿಸಿದರು. [500,1138,740,1267]
quote-icon: “ [751,1206,780,1265]
column-title: ಕನ್ನಡದ ಕನ್ನಡಿಯಲ್ಲಿ [592,682,675,697]
poster-title: ಬೌದ್ಧ ಮಹಾ ಸಮ್ಮೇಳನ [606,315,664,351]
obituary [5,915,245,1095]
section-title: ಮಂಟಪ [300,9,346,29]
quote-box-1: “ ಸಚಿವರನ್ನು ಕರೆದು ಸಿಎಂ ವೈಯಕ್ತಿಕ ಅಭಿಪ್ರಾಯ ಪಡೆದಿದ್ದಾರೆ. ಒಬ್ಬೊಬ್ಬರು ಸಚಿವರದು ಒಂದೊಂದು ಇರುತ್ತದೆ. ನನ್ನ ಜತೆ ಇಲಾಖೆ ವಿಚಾರವಾಗಿ ಮಾತನಾಡಿದರು. ಸಾಮಾನ್ಯವಾಗಿ ಪ್ರತಿವರ್ಷವೂ ಸಭೆ ಕರೆಯುತ್ತಾರೆ. ◀ ಸಂತೋಷ್ ಲಾಡ್ ಕಾರ್ಮಿಕ ಸಚಿವ [747,1143,942,1205]
bharata-byline: ◀ ಸಿಕೆಎಂ [123,662,146,670]
corner-bar [918,37,945,50]
book-title: ನಲಿ-ಕಲಿ [460,840,514,864]
kannada-caption: ದಿಟವೆನಿಸಬಹುದು. [490,762,535,771]
